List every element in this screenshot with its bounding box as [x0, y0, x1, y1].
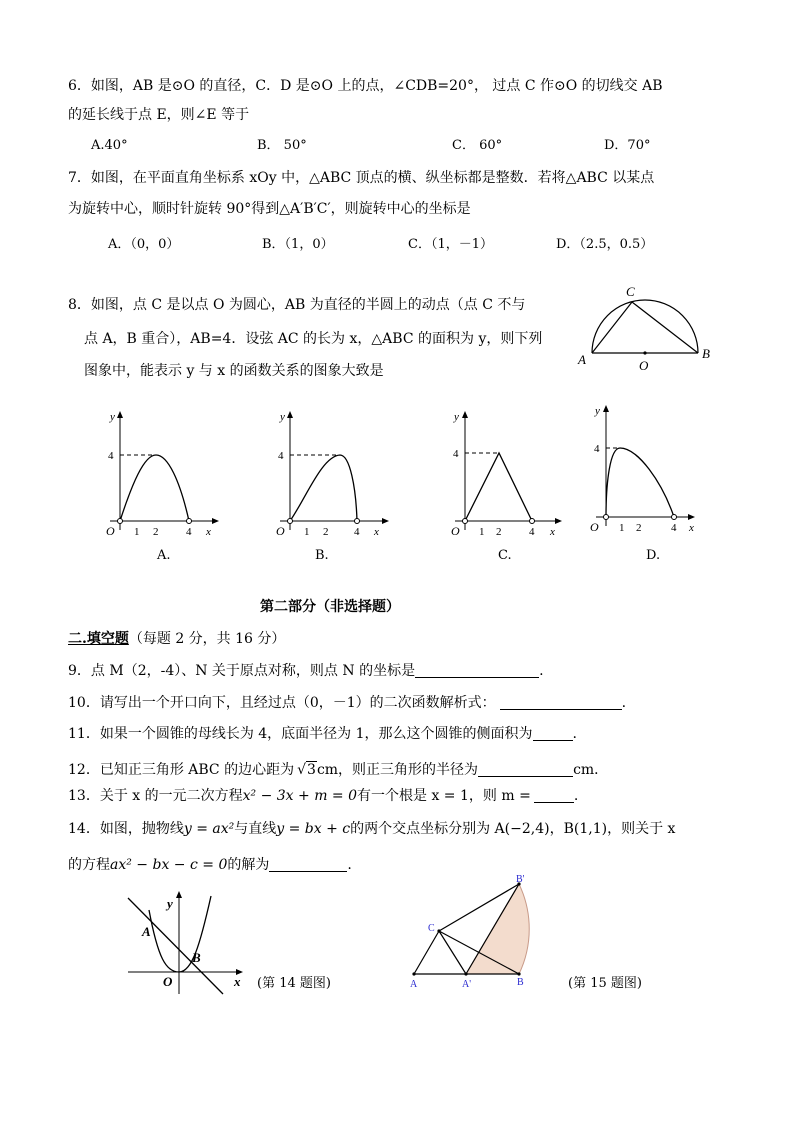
- svg-text:y: y: [280, 411, 285, 423]
- q13-text-a: 13．关于 x 的一元二次方程: [68, 788, 243, 804]
- svg-text:4: 4: [278, 450, 284, 462]
- q13-equation: x² − 3x + m = 0: [242, 788, 358, 804]
- q7-line1: 7．如图，在平面直角坐标系 xOy 中，△ABC 顶点的横、纵坐标都是整数．若将△ABC 以某点: [68, 170, 655, 186]
- q13-end: .: [573, 788, 579, 804]
- svg-text:B': B': [516, 874, 525, 885]
- svg-text:O: O: [163, 974, 173, 989]
- svg-text:4: 4: [529, 526, 535, 538]
- svg-text:B: B: [517, 977, 524, 988]
- q14-line1-a: 14．如图，抛物线: [68, 821, 184, 837]
- svg-text:y: y: [167, 896, 173, 911]
- q13: [68, 787, 578, 805]
- q7-option-c: C．（1，－1）: [408, 237, 493, 252]
- svg-text:x: x: [206, 526, 211, 538]
- q6-option-a: A.40°: [91, 138, 128, 153]
- svg-text:x: x: [689, 522, 694, 534]
- svg-text:x: x: [374, 526, 379, 538]
- q8-graph-a: [100, 408, 230, 538]
- q8-label-o: O: [639, 358, 649, 373]
- svg-text:A': A': [462, 979, 472, 990]
- q11-answer-blank[interactable]: [533, 726, 573, 741]
- svg-text:2: 2: [323, 526, 329, 538]
- q6-option-d: D．70°: [604, 138, 651, 153]
- q7-line2: 为旋转中心，顺时针旋转 90°得到△A′B′C′，则旋转中心的坐标是: [68, 201, 471, 217]
- q9: [68, 662, 544, 680]
- fill-blank-heading: [68, 630, 285, 648]
- q14-eq3: ax² − bx − c = 0: [110, 857, 228, 873]
- q8-line1: 8．如图，点 C 是以点 O 为圆心，AB 为直径的半圆上的动点（点 C 不与: [68, 297, 526, 313]
- q10-text: 10．请写出一个开口向下，且经过点（0，－1）的二次函数解析式：: [68, 695, 496, 711]
- q10-answer-blank[interactable]: [500, 695, 622, 710]
- q12-text-b: cm，则正三角形的半径为: [316, 762, 479, 778]
- svg-text:x: x: [550, 526, 555, 538]
- q9-answer-blank[interactable]: [415, 663, 539, 678]
- q8-semicircle-arc: [592, 300, 698, 353]
- q7-option-b: B．（1，0）: [262, 237, 334, 252]
- svg-text:A: A: [142, 924, 151, 939]
- svg-text:2: 2: [636, 522, 642, 534]
- svg-text:y: y: [454, 411, 459, 423]
- q8-graph-b: [270, 408, 400, 538]
- q8-center-point: [643, 351, 646, 354]
- q9-text: 9．点 M（2，-4）、N 关于原点对称，则点 N 的坐标是: [68, 663, 416, 679]
- q8-graph-d-label: D.: [646, 548, 661, 563]
- fig15-sector: [466, 884, 529, 974]
- q14-end: .: [347, 857, 352, 873]
- fig15-caption: (第 15 题图): [568, 976, 642, 991]
- q6-option-b: B． 50°: [257, 138, 307, 153]
- svg-text:4: 4: [453, 448, 459, 460]
- q7-option-a: A．（0，0）: [108, 237, 180, 252]
- q12: [68, 761, 608, 779]
- q14-line1: [68, 820, 675, 838]
- part-two-title: 第二部分（非选择题）: [260, 599, 400, 615]
- q12-answer-blank[interactable]: [478, 762, 573, 777]
- svg-text:O: O: [106, 524, 115, 538]
- q14-line2: [68, 856, 352, 874]
- svg-text:C: C: [428, 923, 435, 934]
- q6-option-c: C． 60°: [452, 138, 503, 153]
- svg-text:4: 4: [354, 526, 360, 538]
- svg-text:4: 4: [108, 450, 114, 462]
- q14-eq1: y = ax²: [183, 821, 235, 837]
- svg-text:2: 2: [153, 526, 159, 538]
- q10-end: .: [621, 695, 627, 711]
- svg-text:1: 1: [304, 526, 310, 538]
- q14-answer-blank[interactable]: [269, 857, 347, 872]
- q7-option-d: D．（2.5，0.5）: [556, 237, 654, 252]
- svg-text:4: 4: [186, 526, 192, 538]
- svg-text:y: y: [110, 411, 115, 423]
- q14-line1-c: 的两个交点坐标分别为 A(−2,4)，B(1,1)，则关于 x: [350, 821, 676, 837]
- q14-line2-b: 的解为: [227, 857, 270, 873]
- q13-answer-blank[interactable]: [534, 788, 574, 803]
- svg-text:1: 1: [479, 526, 485, 538]
- q12-end: cm．: [573, 762, 609, 778]
- svg-text:B: B: [192, 950, 201, 965]
- q8-graph-d: [588, 402, 718, 532]
- q8-graph-b-label: B.: [315, 548, 329, 563]
- svg-text:4: 4: [594, 443, 600, 455]
- q8-graph-a-label: A.: [157, 548, 171, 563]
- fig15-rotation: [404, 872, 544, 992]
- fill-blank-title: 二.填空题: [68, 631, 129, 647]
- q8-label-b: B: [702, 346, 710, 361]
- q12-sqrt: √3: [297, 762, 316, 778]
- q8-chord-cb: [632, 302, 698, 353]
- q11-text: 11．如果一个圆锥的母线长为 4，底面半径为 1，那么这个圆锥的侧面积为: [68, 726, 533, 742]
- svg-text:A: A: [410, 979, 418, 990]
- q6-line1: 6．如图，AB 是⊙O 的直径，C．D 是⊙O 上的点，∠CDB=20°， 过点 C 作⊙O 的切线交 AB: [68, 78, 663, 94]
- q12-text-a: 12．已知正三角形 ABC 的边心距为: [68, 762, 295, 778]
- svg-text:y: y: [595, 405, 600, 417]
- q14-line1-b: 与直线: [234, 821, 277, 837]
- svg-text:1: 1: [619, 522, 625, 534]
- svg-text:2: 2: [496, 526, 502, 538]
- q12-radicand: 3: [307, 762, 316, 778]
- q10: [68, 694, 626, 712]
- svg-text:O: O: [590, 520, 599, 534]
- q14-eq2: y = bx + c: [276, 821, 351, 837]
- svg-text:O: O: [451, 524, 460, 538]
- fig14-caption: (第 14 题图): [257, 976, 331, 991]
- q8-graph-c: [450, 408, 580, 538]
- svg-text:1: 1: [134, 526, 140, 538]
- q8-label-c: C: [626, 284, 635, 299]
- fill-blank-note: （每题 2 分，共 16 分）: [128, 631, 286, 647]
- svg-text:4: 4: [671, 522, 677, 534]
- q8-graph-c-label: C.: [498, 548, 512, 563]
- q8-semicircle-figure: [576, 282, 716, 372]
- q11-end: .: [572, 726, 577, 742]
- q8-line3: 图象中，能表示 y 与 x 的函数关系的图象大致是: [84, 363, 384, 379]
- q14-line2-a: 的方程: [68, 857, 110, 873]
- q6-line2: 的延长线于点 E，则∠E 等于: [68, 107, 250, 123]
- q8-line2: 点 A，B 重合），AB=4．设弦 AC 的长为 x，△ABC 的面积为 y，则下列: [84, 331, 543, 347]
- svg-text:x: x: [234, 974, 241, 989]
- q9-end: .: [539, 663, 544, 679]
- q13-text-b: 有一个根是 x = 1，则 m =: [357, 788, 531, 804]
- q11: [68, 725, 577, 743]
- svg-text:O: O: [276, 524, 285, 538]
- fig14-parabola-line: [120, 890, 250, 995]
- q8-label-a: A: [578, 352, 586, 367]
